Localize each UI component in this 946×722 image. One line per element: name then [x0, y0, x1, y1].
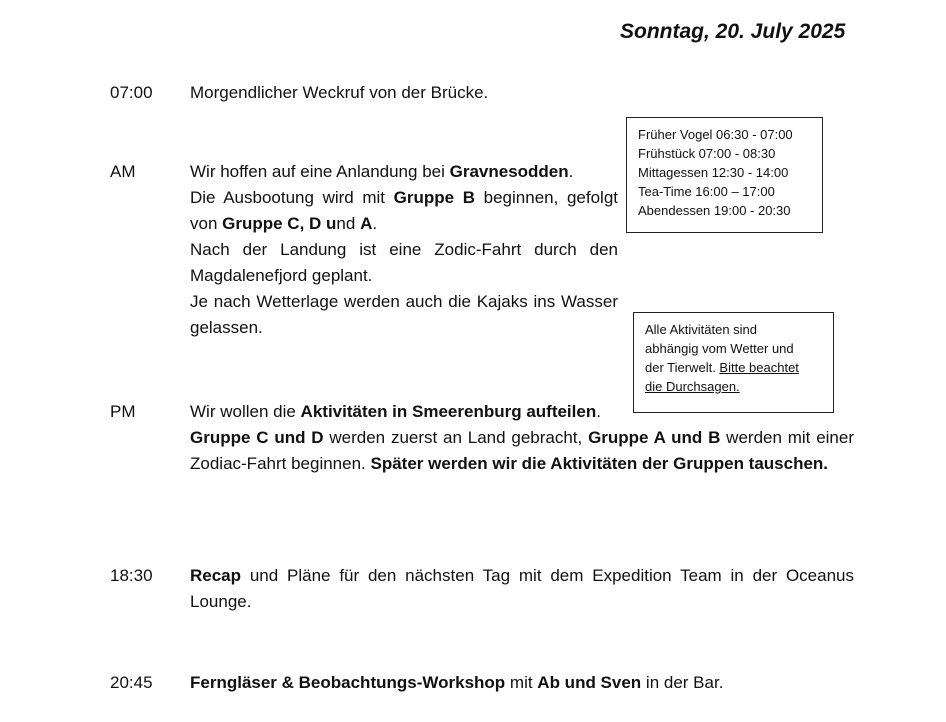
am-line-3: Nach der Landung ist eine Zodic-Fahrt durch den Magdalenefjord geplant.: [190, 240, 618, 285]
am-line-4: Je nach Wetterlage werden auch die Kajaks ins Wasser gelassen.: [190, 292, 618, 337]
note-line-4: die Durchsagen.: [645, 379, 740, 394]
entry-0700: [190, 80, 620, 106]
meal-line: Mittagessen 12:30 - 14:00: [638, 165, 789, 180]
meal-times-box: [626, 117, 823, 233]
note-line-3: der Tierwelt. Bitte beachtet: [645, 360, 799, 375]
note-line-1: Alle Aktivitäten sind: [645, 322, 758, 337]
page-date: Sonntag, 20. July 2025: [620, 20, 846, 43]
time-2045: 20:45: [110, 673, 153, 692]
weather-note-box: [633, 312, 834, 413]
entry-0700-text: Morgendlicher Weckruf von der Brücke.: [190, 83, 489, 102]
entry-2045: Ferngläser & Beobachtungs-Workshop mit Ab und Sven in der Bar.: [190, 673, 724, 692]
note-line-2: abhängig vom Wetter und: [645, 341, 794, 356]
time-am: AM: [110, 162, 136, 181]
meal-line: Abendessen 19:00 - 20:30: [638, 203, 791, 218]
pm-line-1: Wir wollen die Aktivitäten in Smeerenburg aufteilen.: [190, 402, 601, 421]
meal-line: Frühstück 07:00 - 08:30: [638, 146, 776, 161]
meal-line: Tea-Time 16:00 – 17:00: [638, 184, 775, 199]
am-line-2: Die Ausbootung wird mit Gruppe B beginnen, gefolgt von Gruppe C, D und A.: [190, 188, 618, 233]
entry-am: [190, 159, 618, 341]
entry-1830: Recap und Pläne für den nächsten Tag mit dem Expedition Team in der Oceanus Lounge.: [190, 566, 854, 611]
time-pm: PM: [110, 402, 136, 421]
pm-line-2: Gruppe C und D werden zuerst an Land gebracht, Gruppe A und B werden mit einer Zodiac-Fahrt beginnen. Später werden wir die Aktivitäten der Gruppen tauschen.: [190, 428, 855, 473]
meal-line: Früher Vogel 06:30 - 07:00: [638, 127, 793, 142]
am-line-1: Wir hoffen auf eine Anlandung bei Gravnesodden.: [190, 162, 574, 181]
time-1830: 18:30: [110, 566, 153, 585]
time-0700: 07:00: [110, 83, 153, 102]
